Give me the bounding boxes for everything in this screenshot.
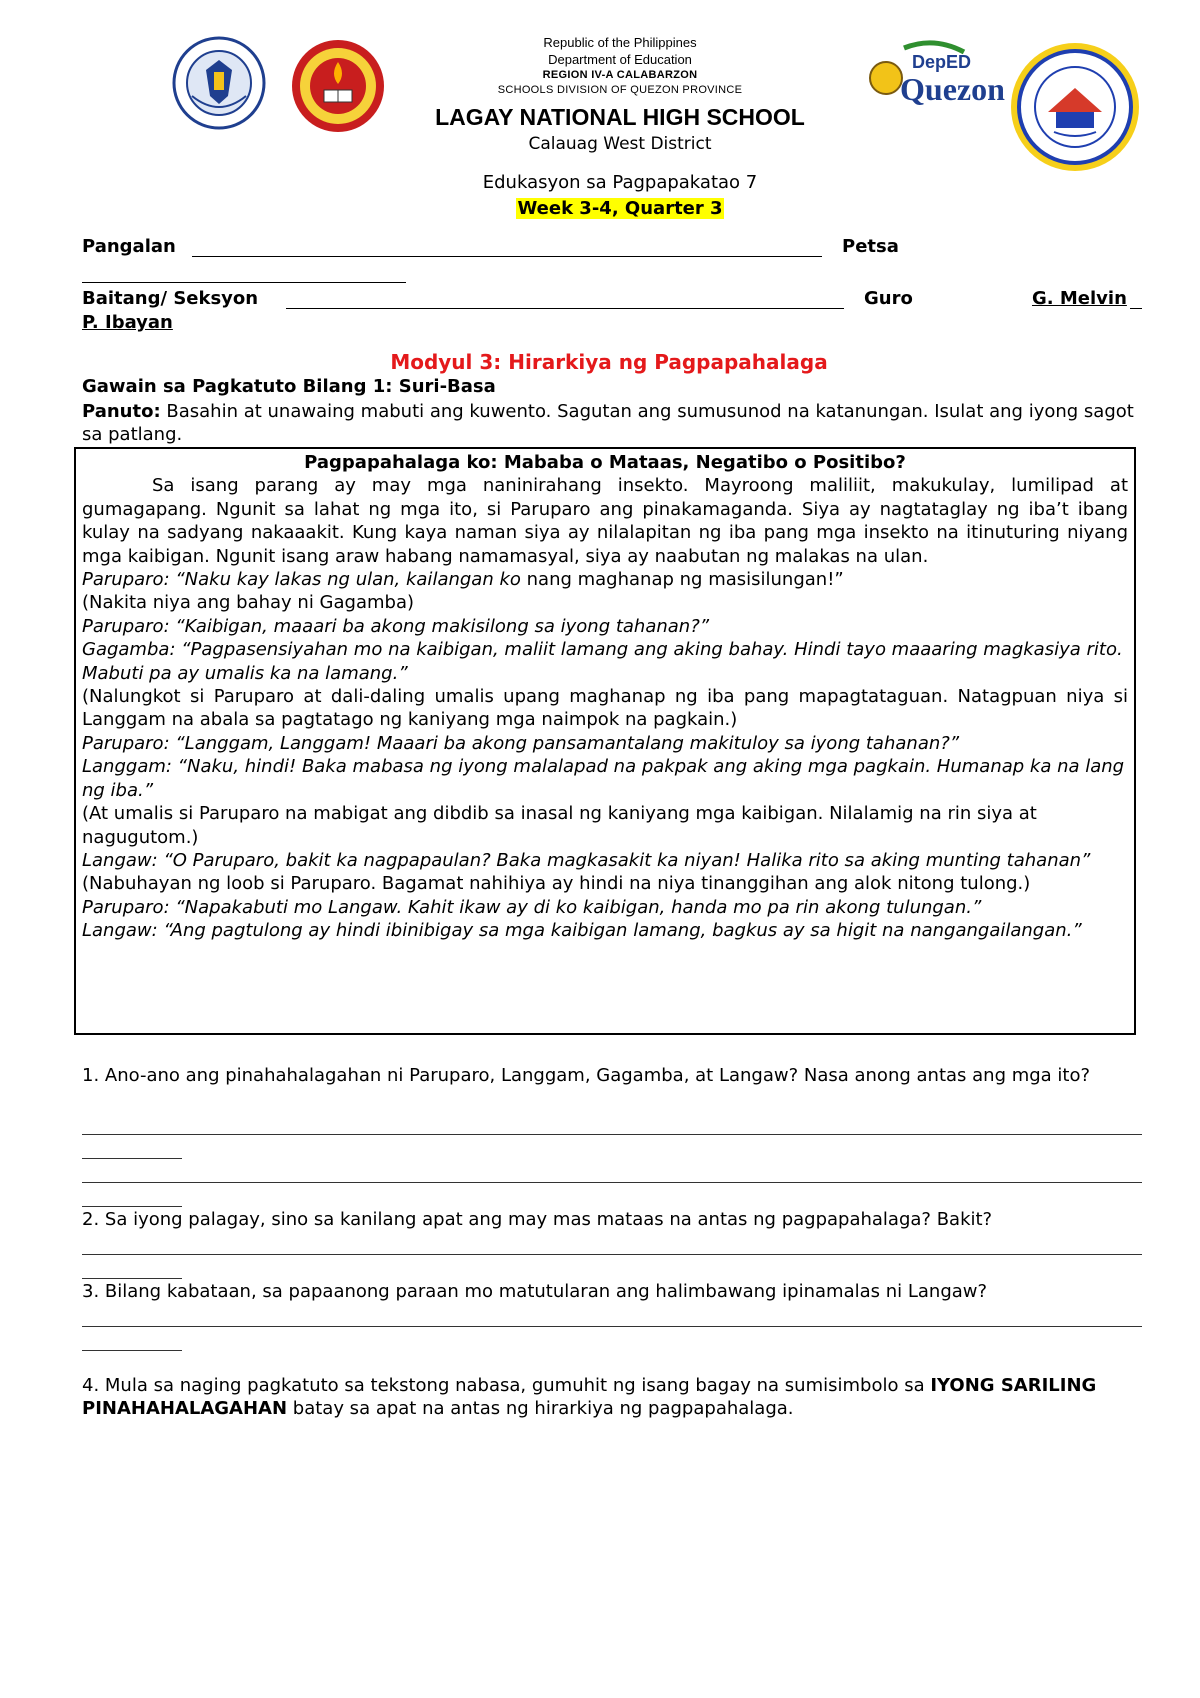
narration-line: (Nabuhayan ng loob si Paruparo. Bagamat nahihiya ay hindi na niya tinanggihan ang alok nitong tulong.) [82,873,1031,895]
answer-line[interactable] [82,1278,182,1279]
dialogue-line: Paruparo: “Kaibigan, maaari ba akong makisilong sa iyong tahanan?” [82,615,710,637]
teacher-label: Guro [864,288,913,309]
teacher-line-end [1130,308,1142,309]
question-1: 1. Ano-ano ang pinahahalagahan ni Paruparo, Langgam, Gagamba, at Langaw? Nasa anong antas ang mga ito? [82,1065,1091,1086]
date-label: Petsa [842,236,899,257]
module-title: Modyul 3: Hirarkiya ng Pagpapahalaga [390,350,828,374]
story-box [74,447,1136,1035]
instructions: Panuto: Basahin at unawaing mabuti ang kuwento. Sagutan ang sumusunod na katanungan. Isulat ang iyong sagot sa patlang. [82,401,1134,445]
answer-line[interactable] [82,1326,1142,1327]
question-3: 3. Bilang kabataan, sa papaanong paraan mo matutularan ang halimbawang ipinamalas ni Langaw? [82,1281,988,1302]
narration-line: (At umalis si Paruparo na mabigat ang dibdib sa inasal ng kaniyang mga kaibigan. Nilalamig na rin siya at nagugutom.) [82,803,1037,848]
section-field[interactable] [286,308,844,309]
week-quarter: Week 3-4, Quarter 3 [517,198,723,219]
story-title: Pagpapahalaga ko: Mababa o Mataas, Negatibo o Positibo? [304,452,906,473]
narration-line: (Nakita niya ang bahay ni Gagamba) [82,592,414,614]
deped-quezon-logo [864,38,1005,108]
dialogue-line: Paruparo: “Napakabuti mo Langaw. Kahit ikaw ay di ko kaibigan, handa mo pa rin akong tulungan.” [82,896,982,918]
question-2: 2. Sa iyong palagay, sino sa kanilang apat ang may mas mataas na antas ng pagpapahalaga? Bakit? [82,1209,993,1230]
name-label: Pangalan [82,236,176,257]
teacher-name-first: G. Melvin [1032,288,1127,309]
answer-line[interactable] [82,1350,182,1351]
activity-title: Gawain sa Pagkatuto Bilang 1: Suri-Basa [82,376,496,397]
name-field[interactable] [192,256,822,257]
answer-line[interactable] [82,1158,182,1159]
dialogue-line: Langaw: “O Paruparo, bakit ka nagpapaulan? Baka magkasakit ka niyan! Halika rito sa aking munting tahanan” [82,849,1091,871]
answer-line[interactable] [82,1134,1142,1135]
division-text: SCHOOLS DIVISION OF QUEZON PROVINCE [497,84,743,96]
story-intro: Sa isang parang ay may mga naninirahang insekto. Mayroong maliliit, makukulay, lumilipad at gumagapang. Ngunit sa lahat ng mga ito, si Paruparo ang pinakamaganda. Siya ay nagtataglay ng iba’t ibang kulay na sadyang nakaaakit. Kung kaya naman siya ay nilalapitan ng iba pang mga insekto na itinuturing niyang mga kaibigan. Ngunit isang araw habang namamasyal, siya ay naabutan ng malakas na ulan. [82,475,1128,567]
answer-line[interactable] [82,1182,1142,1183]
deped-seal-logo [172,36,266,130]
school-seal-logo [1008,40,1142,174]
region-text: REGION IV-A CALABARZON [542,69,698,81]
answer-line[interactable] [82,1206,182,1207]
subject-title: Edukasyon sa Pagpapakatao 7 [482,172,758,193]
dialogue-line: Gagamba: “Pagpasensiyahan mo na kaibigan, maliit lamang ang aking bahay. Hindi tayo maaaring magkasiya rito. Mabuti pa ay umalis ka na lamang.” [82,639,1123,684]
answer-line[interactable] [82,1254,1142,1255]
dialogue-line: Paruparo: “Naku kay lakas ng ulan, kailangan ko nang maghanap ng masisilungan!” [82,569,844,591]
republic-text: Republic of the Philippines [543,35,697,50]
dialogue-line: Paruparo: “Langgam, Langgam! Maaari ba akong pansamantalang makituloy sa iyong tahanan?” [82,732,960,754]
section-label: Baitang/ Seksyon [82,288,259,309]
narration-line: (Nalungkot si Paruparo at dali-daling umalis upang maghanap ng iba pang mapagtataguan. Natagpuan niya si Langgam na abala sa pagtatago ng kaniyang mga naimpok na pagkain.) [82,686,1128,731]
dialogue-line: Langgam: “Naku, hindi! Baka mabasa ng iyong malalapad na pakpak ang aking mga pagkain. Humanap ka na lang ng iba.” [82,756,1125,801]
teacher-name-last: P. Ibayan [82,312,173,333]
division-seal-logo [290,38,386,134]
dialogue-line: Langaw: “Ang pagtulong ay hindi ibinibigay sa mga kaibigan lamang, bagkus ay sa higit na nangangailangan.” [82,920,1082,942]
district-name: Calauag West District [528,134,712,154]
svg-text:Quezon: Quezon [900,71,1005,107]
school-name: LAGAY NATIONAL HIGH SCHOOL [435,104,805,130]
svg-text:DepED: DepED [912,52,972,72]
date-field[interactable] [82,282,406,283]
question-4: 4. Mula sa naging pagkatuto sa tekstong nabasa, gumuhit ng isang bagay na sumisimbolo sa IYONG SARILING PINAHAHALAGAHAN batay sa apat na antas ng hirarkiya ng pagpapahalaga. [82,1375,1097,1419]
department-text: Department of Education [548,52,692,67]
